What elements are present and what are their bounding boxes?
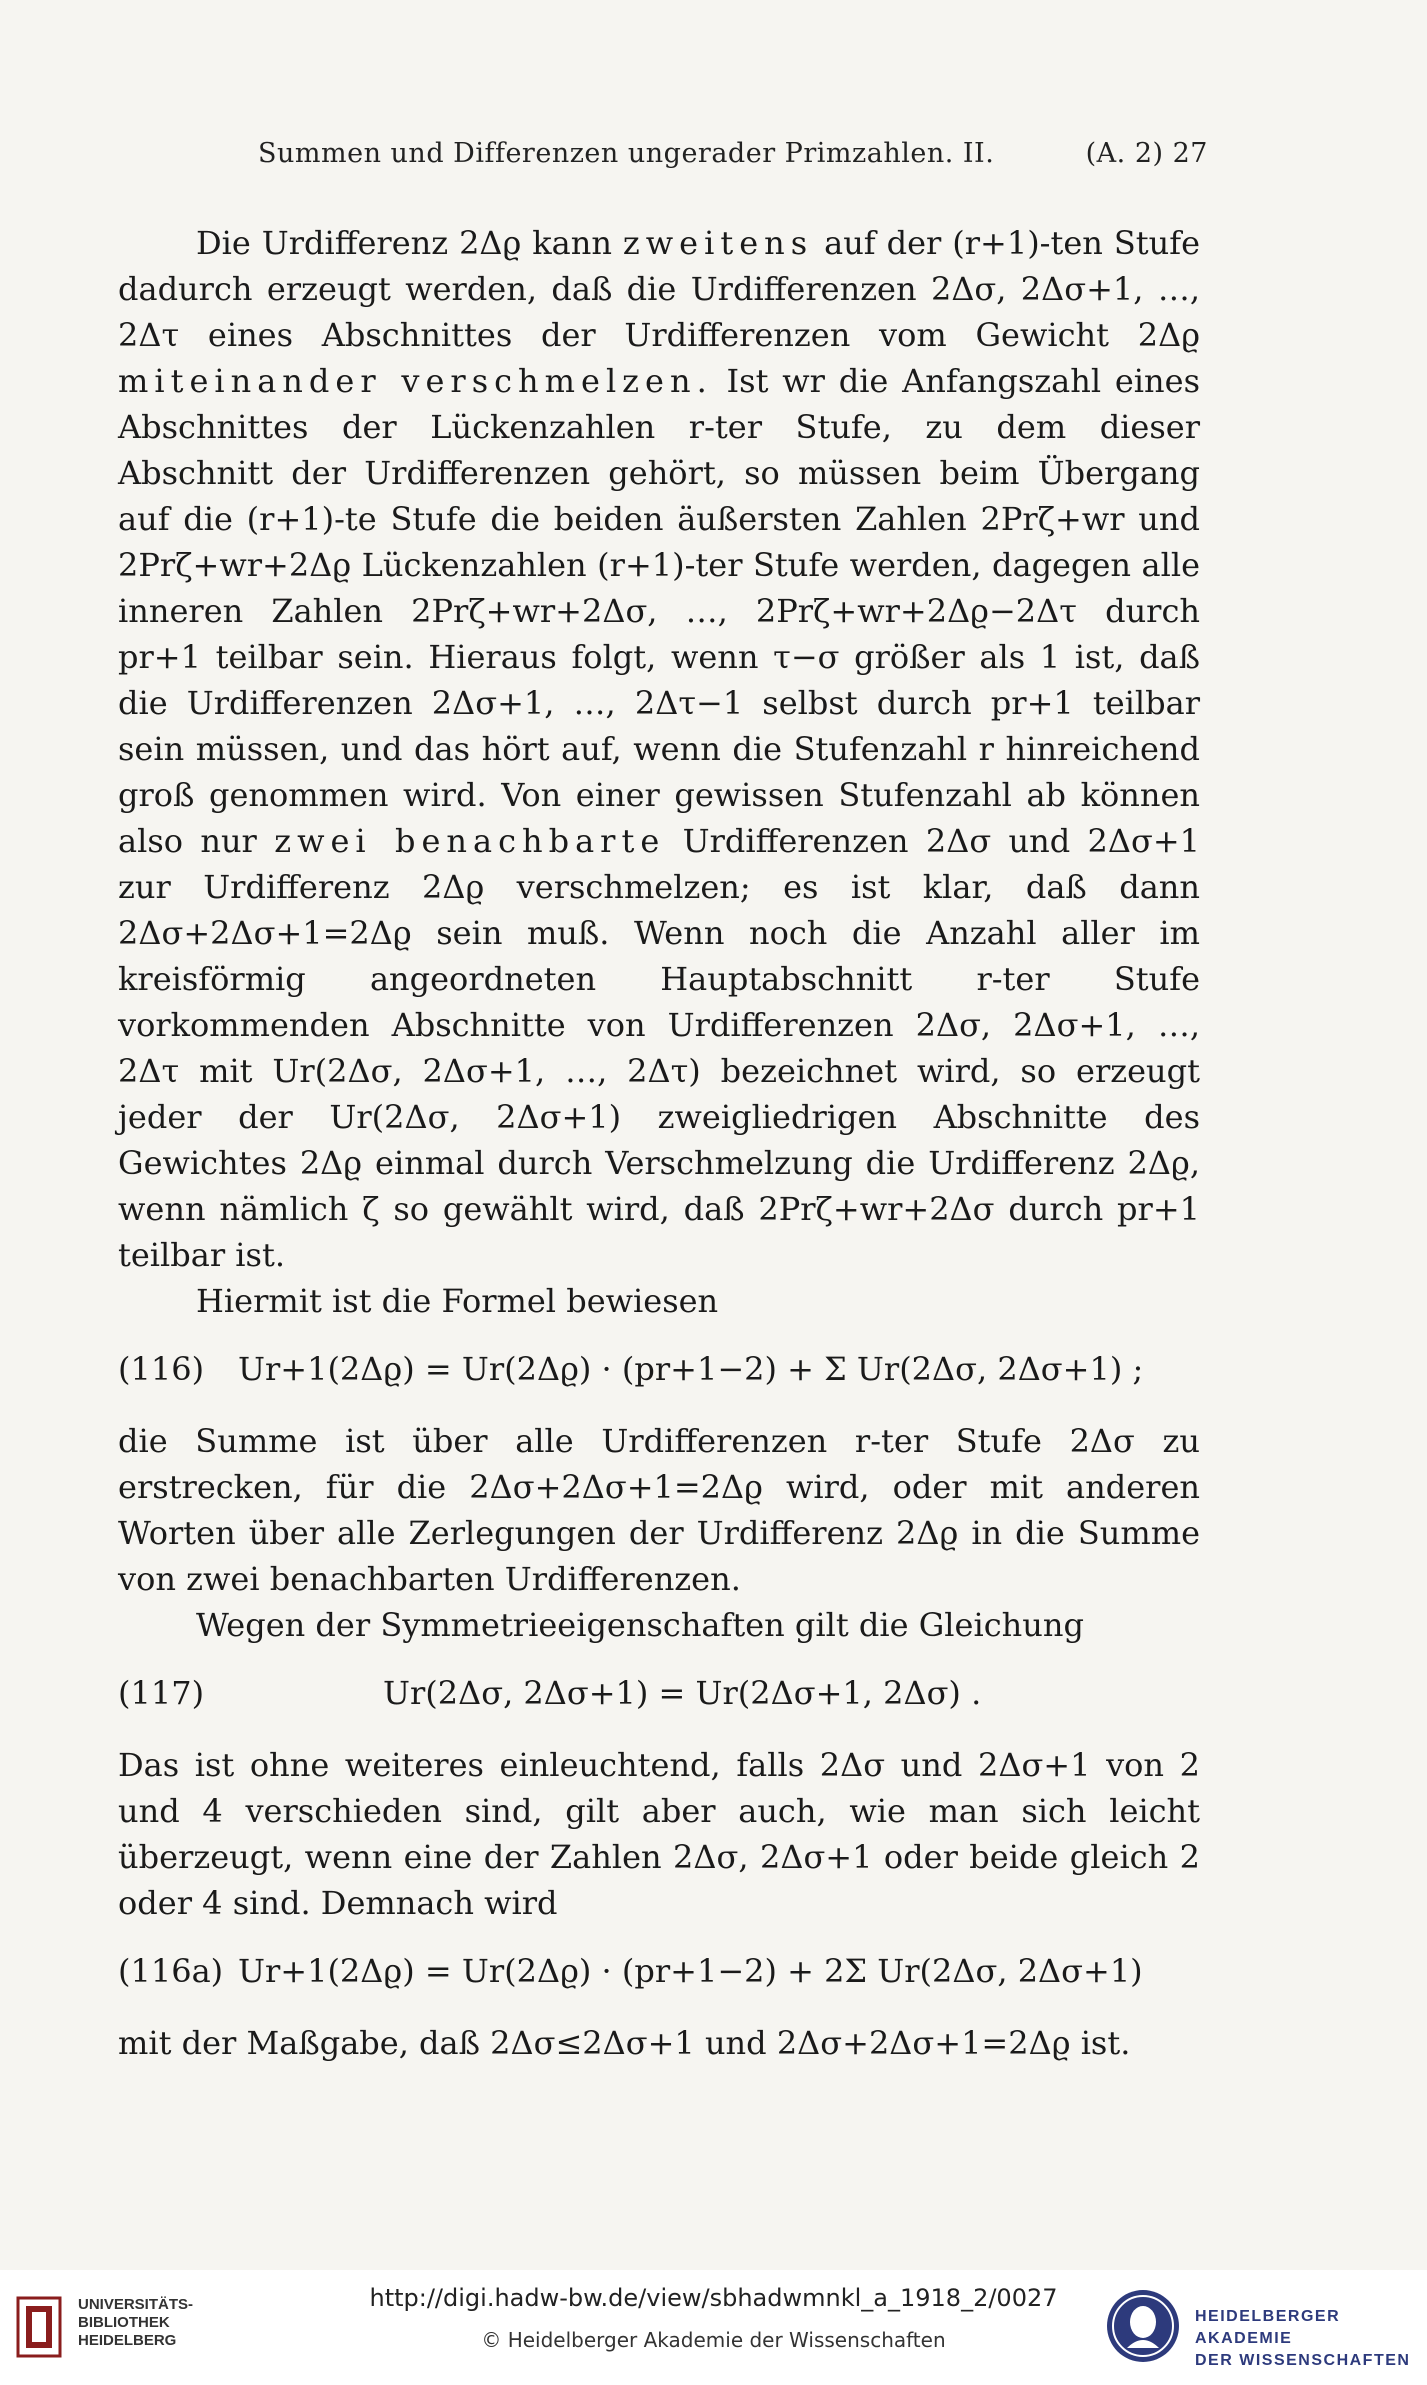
paragraph-6: mit der Maßgabe, daß 2Δσ≤2Δσ+1 und 2Δσ+2Δσ+1=2Δϱ ist. <box>118 2024 1131 2062</box>
paragraph-5: Das ist ohne weiteres einleuchtend, falls 2Δσ und 2Δσ+1 von 2 und 4 verschieden sind, gilt aber auch, wie man sich leicht überzeugt, wenn eine der Zahlen 2Δσ, 2Δσ+1 oder beide gleich 2 oder 4 sind. Demnach wird <box>118 1746 1200 1922</box>
paragraph-2: Hiermit ist die Formel bewiesen <box>196 1282 719 1320</box>
paragraph-3: die Summe ist über alle Urdifferenzen r-ter Stufe 2Δσ zu erstrecken, für die 2Δσ+2Δσ+1=2Δϱ wird, oder mit anderen Worten über alle Zerlegungen der Urdifferenz 2Δϱ in die Summe von zwei benachbarten Urdifferenzen. <box>118 1422 1200 1598</box>
copyright-notice: © Heidelberger Akademie der Wissenschaften <box>481 2328 946 2352</box>
header-title: Summen und Differenzen ungerader Primzahlen. II. <box>258 138 995 169</box>
paragraph-4: Wegen der Symmetrieeigenschaften gilt die Gleichung <box>196 1606 1084 1644</box>
equation-116 <box>118 1346 1200 1396</box>
equation-number: (116) <box>118 1350 205 1388</box>
spaced-emphasis: zwei benachbarte <box>274 822 666 860</box>
paragraph-1: Die Urdifferenz 2Δϱ kann zweitens auf der (r+1)-ten Stufe dadurch erzeugt werden, daß die Urdifferenzen 2Δσ, 2Δσ+1, …, 2Δτ eines Abschnittes der Urdifferenzen vom Gewicht 2Δϱ miteinander verschmelzen. Ist wr die Anfangszahl eines Abschnittes der Lückenzahlen r-ter Stufe, zu dem dieser Abschnitt der Urdifferenzen gehört, so müssen beim Übergang auf die (r+1)-te Stufe die beiden äußersten Zahlen 2Prζ+wr und 2Prζ+wr+2Δϱ Lückenzahlen (r+1)-ter Stufe werden, dagegen alle inneren Zahlen 2Prζ+wr+2Δσ, …, 2Prζ+wr+2Δϱ−2Δτ durch pr+1 teilbar sein. Hieraus folgt, wenn τ−σ größer als 1 ist, daß die Urdifferenzen 2Δσ+1, …, 2Δτ−1 selbst durch pr+1 teilbar sein müssen, und das hört auf, wenn die Stufenzahl r hinreichend groß genommen wird. Von einer gewissen Stufenzahl ab können also nur zwei benachbarte Urdifferenzen 2Δσ und 2Δσ+1 zur Urdifferenz 2Δϱ verschmelzen; es ist klar, daß dann 2Δσ+2Δσ+1=2Δϱ sein muß. Wenn noch die Anzahl aller im kreisförmig angeordneten Hauptabschnitt r-ter Stufe vorkommenden Abschnitte von Urdifferenzen 2Δσ, 2Δσ+1, …, 2Δτ mit Ur(2Δσ, 2Δσ+1, …, 2Δτ) bezeichnet wird, so erzeugt jeder der Ur(2Δσ, 2Δσ+1) zweigliedrigen Abschnitte des Gewichtes 2Δϱ einmal durch Verschmelzung die Urdifferenz 2Δϱ, wenn nämlich ζ so gewählt wird, daß 2Prζ+wr+2Δσ durch pr+1 teilbar ist. <box>118 224 1201 1274</box>
equation-expression: Ur+1(2Δϱ) = Ur(2Δϱ) · (pr+1−2) + Σ Ur(2Δσ, 2Δσ+1) ; <box>238 1350 1144 1388</box>
equation-number: (117) <box>118 1674 205 1712</box>
header-page-number: (A. 2) 27 <box>1085 138 1208 169</box>
equation-expression: Ur+1(2Δϱ) = Ur(2Δϱ) · (pr+1−2) + 2Σ Ur(2Δσ, 2Δσ+1) <box>238 1952 1143 1990</box>
footer-bar <box>0 2270 1427 2385</box>
equation-number: (116a) <box>118 1952 224 1990</box>
equation-expression: Ur(2Δσ, 2Δσ+1) = Ur(2Δσ+1, 2Δσ) . <box>383 1674 982 1712</box>
spaced-emphasis: miteinander verschmelzen. <box>118 362 713 400</box>
equation-116a <box>118 1948 1200 1998</box>
academy-seal-icon <box>1103 2286 1183 2366</box>
library-name: UNIVERSITÄTS- BIBLIOTHEK HEIDELBERG <box>78 2296 194 2349</box>
spaced-emphasis: zweitens <box>622 224 814 262</box>
equation-117 <box>118 1670 1200 1720</box>
academy-name: HEIDELBERGER AKADEMIE DER WISSENSCHAFTEN <box>1195 2308 1411 2369</box>
page-body <box>118 220 1200 2066</box>
source-url-link[interactable]: http://digi.hadw-bw.de/view/sbhadwmnkl_a_1918_2/0027 <box>369 2284 1058 2312</box>
academy-logo[interactable] <box>1103 2286 1413 2370</box>
